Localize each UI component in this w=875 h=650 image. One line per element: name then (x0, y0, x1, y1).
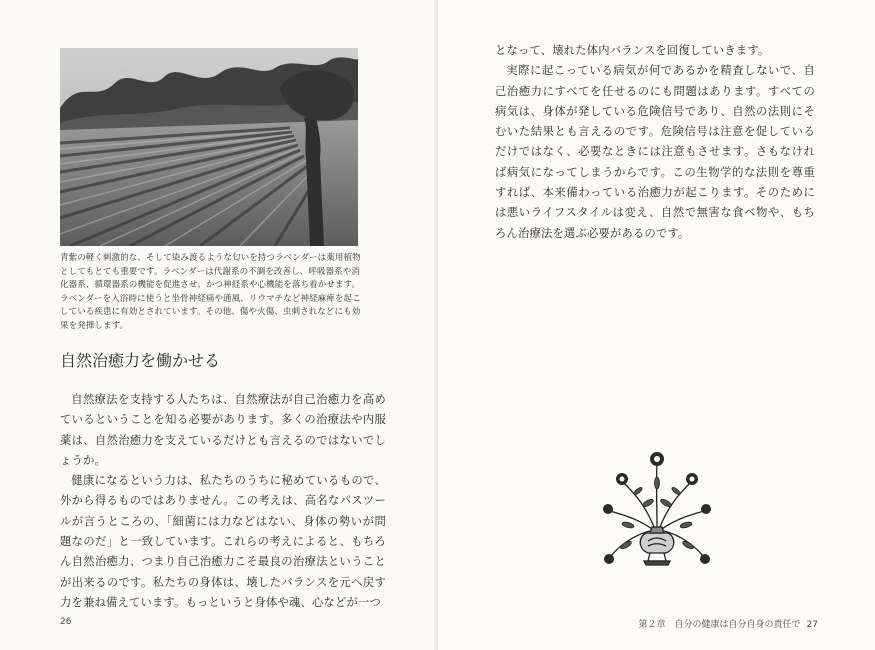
right-page (438, 0, 875, 650)
paragraph-continuation: となって、壊れた体内バランスを回復していきます。 (495, 44, 770, 57)
paragraph: 健康になるという力は、私たちのうちに秘めているもので、外から得るものではありません。この考えは、高名なパスツールが言うところの、「細菌には力などはない、身体の勢いが問題なのだ」と一致しています。これらの考えによると、もちろん自然治癒力、つまり自己治癒力こそ最良の治療法ということが出来るのです。私たちの身体は、壊したバランスを元へ戻す力を兼ね備えています。もっというと身体や魂、心などが一つ (60, 474, 386, 609)
page-number-right: 27 (806, 620, 818, 630)
left-page (0, 0, 437, 650)
left-body-text (60, 390, 386, 613)
page-footer-right (639, 617, 818, 630)
right-body-text (495, 41, 815, 244)
section-heading: 自然治癒力を働かせる (60, 351, 221, 370)
running-footer: 第２章 自分の健康は自分自身の責任で (638, 620, 801, 630)
paragraph: 自然療法を支持する人たちは、自然療法が自己治癒力を高めているということを知る必要があります。多くの治療法や内服薬は、自然治癒力を支えているだけとも言えるのではないでしょうか。 (60, 393, 386, 467)
lavender-field-photo (60, 48, 358, 246)
photo-caption: 青紫の軽く刺激的な、そして染み渡るような匂いを持つラベンダーは薬用植物としてもとても重要です。ラベンダーは代謝系の不調を改善し、呼吸器系や消化器系、循環器系の機能を促進させ、かつ神経系や心機能を落ち着かせます。ラベンダーを入浴時に使うと坐骨神経痛や通風、リウマチなど神経麻痺を起こしている疾患に有効とされています。その他、傷や火傷、虫刺されなどにも効果を発揮します。 (60, 253, 361, 331)
paragraph: 実際に起こっている病気が何であるかを精査しないで、自己治癒力にすべてを任せるのにも問題はあります。すべての病気は、身体が発している危険信号であり、自然の法則にそむいた結果とも言えるのです。危険信号は注意を促しているだけではなく、必要なときには注意もさせます。さもなければ病気になってしまうからです。この生物学的な法則を尊重すれば、本来備わっている治癒力が起こります。そのためには悪いライフスタイルは変え、自然で無害な食べ物や、もちろん治療法を選ぶ必要があるのです。 (495, 64, 815, 240)
page-number-left: 26 (60, 617, 72, 627)
flower-vase-woodcut (598, 445, 716, 575)
